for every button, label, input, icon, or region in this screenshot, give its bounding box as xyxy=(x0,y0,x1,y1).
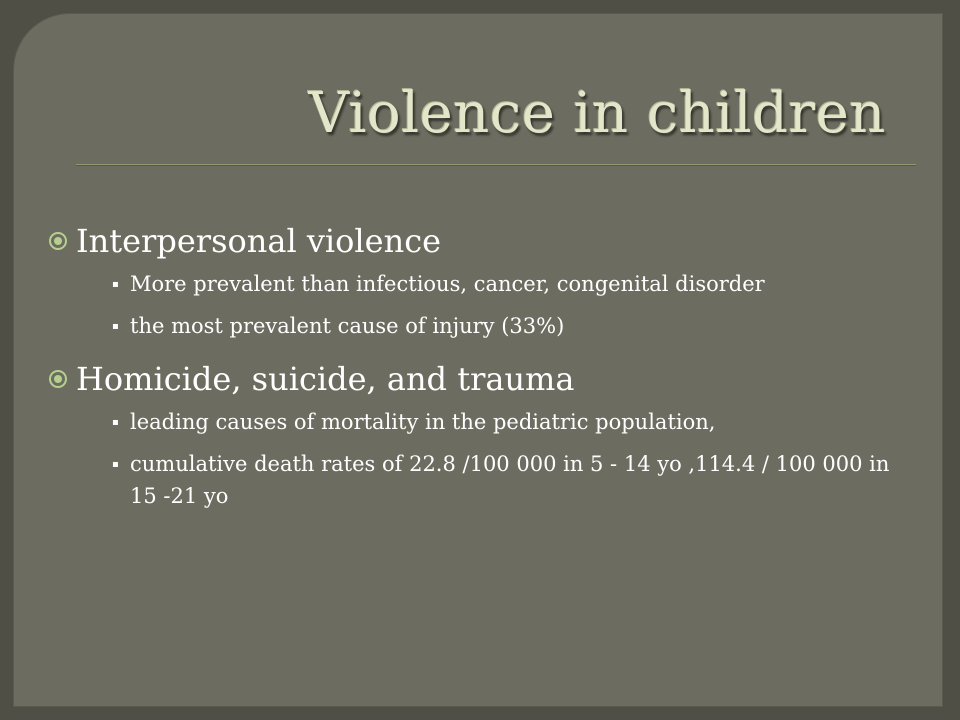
title-divider-shadow xyxy=(76,165,916,166)
dot-icon: ▪ xyxy=(112,321,119,332)
bullet-level2 xyxy=(112,310,918,342)
bullet-text: the most prevalent cause of injury (33%) xyxy=(130,314,565,338)
slide-body xyxy=(48,214,918,522)
slide-title: Violence in children xyxy=(308,81,886,146)
bullet-text: leading causes of mortality in the pediatric population, xyxy=(130,410,716,434)
bullet-text: More prevalent than infectious, cancer, congenital disorder xyxy=(130,272,765,296)
bullet-level1 xyxy=(48,352,918,406)
circled-dot-icon xyxy=(48,231,68,251)
bullet-level1 xyxy=(48,214,918,268)
bullet-level2 xyxy=(112,268,918,300)
dot-icon: ▪ xyxy=(112,279,119,290)
bullet-heading: Interpersonal violence xyxy=(76,222,442,260)
bullet-level2 xyxy=(112,406,918,438)
bullet-heading: Homicide, suicide, and trauma xyxy=(76,360,575,398)
bullet-level2 xyxy=(112,448,918,512)
dot-icon: ▪ xyxy=(112,417,119,428)
dot-icon: ▪ xyxy=(112,459,119,470)
circled-dot-icon xyxy=(48,369,68,389)
bullet-text: cumulative death rates of 22.8 /100 000 in 5 - 14 yo ,114.4 / 100 000 in 15 -21 yo xyxy=(130,452,890,508)
